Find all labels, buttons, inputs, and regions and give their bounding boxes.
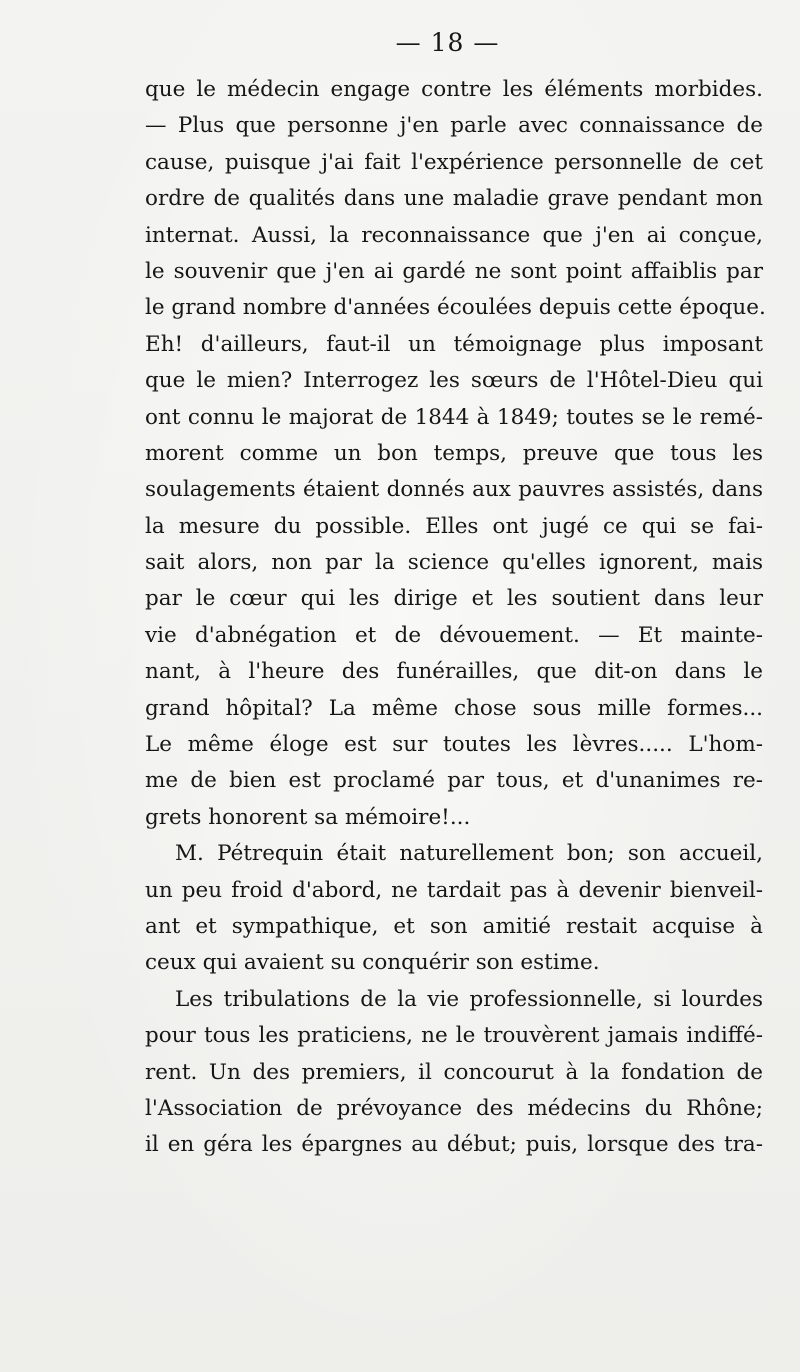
text-line: — Plus que personne j'en parle avec connaissance de [145,113,763,139]
text-line: un peu froid d'abord, ne tardait pas à devenir bienveil- [145,877,763,903]
text-line: le souvenir que j'en ai gardé ne sont point affaiblis par [145,258,763,284]
text-line: rent. Un des premiers, il concourut à la fondation de [145,1059,763,1085]
page-number: — 18 — [395,28,500,57]
text-line: ordre de qualités dans une maladie grave pendant mon [145,186,763,212]
text-line: ont connu le majorat de 1844 à 1849; toutes se le remé- [145,404,763,430]
body-text [145,72,766,1164]
text-line: la mesure du possible. Elles ont jugé ce qui se fai- [145,513,763,539]
text-line: nant, à l'heure des funérailles, que dit-on dans le [145,659,763,685]
text-line: par le cœur qui les dirige et les soutient dans leur [145,586,763,612]
text-line: que le mien? Interrogez les sœurs de l'Hôtel-Dieu qui [145,368,763,394]
text-line: pour tous les praticiens, ne le trouvèrent jamais indiffé- [145,1023,763,1049]
text-line: Les tribulations de la vie professionnelle, si lourdes [175,986,763,1012]
text-line: l'Association de prévoyance des médecins du Rhône; [145,1095,763,1121]
text-line: cause, puisque j'ai fait l'expérience personnelle de cet [145,149,763,175]
text-line: grand hôpital? La même chose sous mille formes... [145,695,763,721]
text-line: que le médecin engage contre les éléments morbides. [145,77,763,102]
text-line: morent comme un bon temps, preuve que tous les [145,440,763,466]
text-line: soulagements étaient donnés aux pauvres assistés, dans [145,477,763,503]
text-line: le grand nombre d'années écoulées depuis cette époque. [145,295,766,321]
text-line: il en géra les épargnes au début; puis, lorsque des tra- [145,1132,763,1158]
text-line: grets honorent sa mémoire!... [145,804,471,830]
text-line: Le même éloge est sur toutes les lèvres..... L'hom- [145,732,763,758]
text-line: me de bien est proclamé par tous, et d'unanimes re- [145,768,763,794]
text-line: sait alors, non par la science qu'elles ignorent, mais [145,550,763,576]
text-line: ant et sympathique, et son amitié restait acquise à [145,913,763,939]
text-line: internat. Aussi, la reconnaissance que j'en ai conçue, [145,222,763,248]
text-line: ceux qui avaient su conquérir son estime. [145,950,600,976]
text-line: vie d'abnégation et de dévouement. — Et mainte- [145,622,763,648]
text-line: Eh! d'ailleurs, faut-il un témoignage plus imposant [145,331,763,357]
text-line: M. Pétrequin était naturellement bon; son accueil, [175,841,763,867]
